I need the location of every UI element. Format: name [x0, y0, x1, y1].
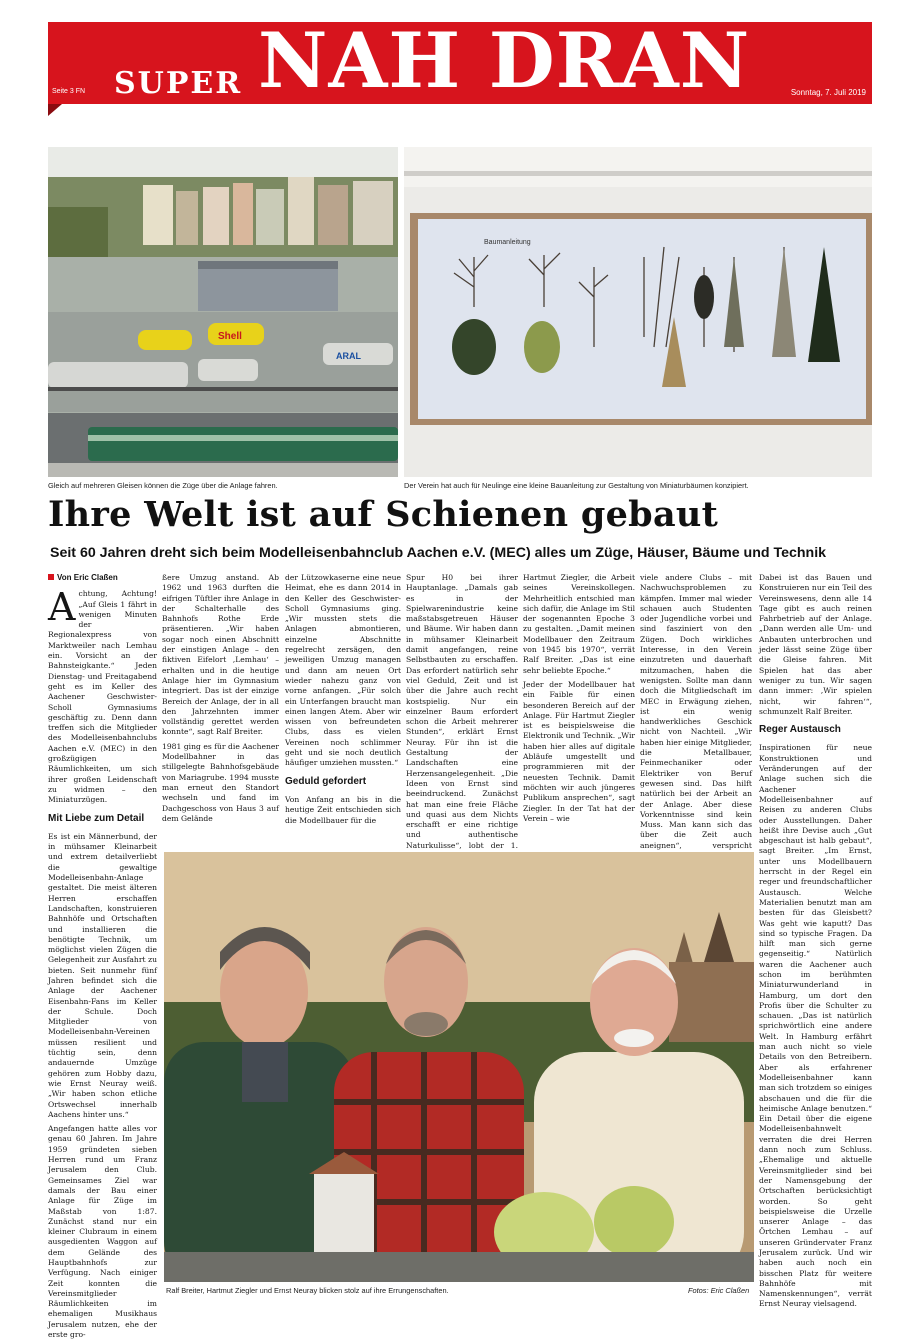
tree-board-illustration	[404, 147, 872, 477]
paragraph: 1981 ging es für die Aachener Modellbahner in das stillgelegte Bahnhofsgebäude von Mariagrube. 1994 musste man erneut den Standort wechseln und fand im Dachgeschoss von Haus 3 auf dem Gelände	[162, 741, 279, 823]
photo-credit: Fotos: Eric Claßen	[688, 1286, 750, 1295]
banner-fold	[48, 104, 62, 116]
masthead-super: SUPER	[114, 66, 243, 101]
byline-text: Von Eric Claßen	[57, 573, 118, 582]
paragraph	[48, 585, 157, 805]
railway-illustration	[48, 147, 398, 477]
photo-railway-layout	[48, 147, 398, 477]
paragraph: ßere Umzug anstand. Ab 1962 und 1963 durften die eifrigen Tüftler ihre Anlage in der Schalterhalle des Bahnhofs Rothe Erde präsentieren. „Wir haben sogar noch einen Abschnitt der einstigen Anlage – den fiktiven Eifelort ‚Lemhau‘ – erhalten und in die heutige Anlage hier im Gymnasium integriert. Das ist der einzige Bereich der Anlage, der in all den Jahrzehnten immer vollständig gerettet werden konnte“, sagt Ralf Breiter.	[162, 573, 279, 737]
text-column-3	[285, 573, 401, 848]
paragraph: viele andere Clubs – mit Nachwuchsproblemen zu kämpfen. Immer mal wieder schauen auch Studenten oder Jugendliche vorbei und sind fasziniert von den Zügen. Doch wirkliches Interesse, in den Verein einzutreten und dauerhaft mitzumachen, haben die wenigsten. Sollte man dann doch die Mitgliedschaft im MEC in Erwägung ziehen, ist ein wenig handwerkliches Geschick nicht von Nachteil. „Wir haben hier einige Mitglieder, die Metallbauer, Feinmechaniker oder Elektriker von Beruf gewesen sind. Das hilft natürlich bei der Arbeit an der Anlage. Aber diese Vorkenntnisse sind kein Muss. Man kann sich das über die Zeit auch aneignen“, verspricht	[640, 573, 752, 850]
text-column-5	[523, 573, 635, 848]
paragraph-text: chtung, Achtung! „Auf Gleis 1 fährt in wenigen Minuten der Regionalexpress von Marktweiler nach Lemhau ein. Vorsicht an der Bahnsteigkante.“ Jeden Dienstag- und Freitagabend geht es im Keller des Aachener Geschwister-Scholl Gymnasiums geschäftig zu. Denn dann treffen sich die Mitglieder des Modelleisenbahnclubs Aachen e.V. (MEC) in den großzügigen Räumlichkeiten, um sich ihrer großen Leidenschaft zu widmen – den Miniaturzügen.	[48, 589, 157, 805]
paragraph: Von Anfang an bis in die heutige Zeit entschieden sich die Modellbauer für die	[285, 794, 401, 825]
text-column-1	[48, 573, 157, 1340]
caption-photo2: Der Verein hat auch für Neulinge eine kleine Bauanleitung zur Gestaltung von Miniaturbäumen konzipiert.	[404, 481, 749, 490]
subheading: Mit Liebe zum Detail	[48, 812, 145, 824]
members-illustration	[164, 852, 754, 1282]
byline-marker	[48, 574, 54, 580]
caption-photo1: Gleich auf mehreren Gleisen können die Züge über die Anlage fahren.	[48, 481, 278, 490]
paragraph: der Lützowkaserne eine neue Heimat, ehe es dann 2014 in den Keller des Geschwister-Scholl Gymnasiums ging. „Wir mussten stets die Anlagen abmontieren, einzelne Abschnitte regelrecht zersägen, den jeweiligen Umzug managen und dann am neuen Ort wieder nahezu ganz von vorne anfangen. „Für solch ein Unterfangen braucht man einen langen Atem. Aber wir wissen von befreundeten Clubs, dass es vielen Vereinen noch schlimmer geht und sie noch deutlich häufiger umziehen mussten.“	[285, 573, 401, 768]
article-subheadline: Seit 60 Jahren dreht sich beim Modelleisenbahnclub Aachen e.V. (MEC) alles um Züge, Häuser, Bäume und Technik	[50, 545, 827, 561]
subheading: Reger Austausch	[759, 724, 841, 736]
issue-date: Sonntag, 7. Juli 2019	[790, 88, 866, 97]
text-column-6	[640, 573, 752, 848]
paragraph: Inspirationen für neue Konstruktionen und Veränderungen auf der Anlage suchen sich die Aachener Modelleisenbahner auf Reisen zu anderen Clubs oder Ausstellungen. Daher heißt ihre Devise auch „Gut abgeschaut ist halb gebaut“, sagt Breiter. „Im Ernst, unter uns Modellbauern herrscht in der Regel ein reger und freundschaftlicher Austausch. Welche Materialien benutzt man am besten für das Gleisbett? Was geht wie kaputt? Das sind so typische Fragen. Da hilft man sich gerne gegenseitig.“ Natürlich waren die Aachener auch schon im berühmten Miniaturwunderland in Hamburg, um dort den Profis über die Schulter zu schauen. „Das ist natürlich sprichwörtlich eine andere Welt. In Hamburg erfährt man auch nicht so viele Details von den Betreibern. Aber als erfahrener Modelleisenbahner kann man sich trotzdem so einiges abschauen und die für die heimische Anlage benutzen.“ Ein Detail über die eigene Modelleisenbahnwelt verraten die drei Herren dann noch zum Schluss. „Ehemalige und aktuelle Vereinsmitglieder sind bei der Namensgebung der Ortschaften berücksichtigt worden. So geht beispielsweise die Urzelle unserer Anlage – das Örtchen Lemhau – auf unseren Gründervater Franz Jerusalem zurück. Und wir haben auch noch ein bisschen Platz für weitere Bahnhöfe mit Namenskennungen“, verrät Ernst Neuray vielsagend.	[759, 743, 872, 1309]
subheading: Geduld gefordert	[285, 775, 367, 787]
text-column-2	[162, 573, 279, 848]
text-column-7	[759, 573, 872, 1308]
masthead-banner	[48, 16, 872, 105]
paragraph: Hartmut Ziegler, die Arbeit seines Vereinskollegen. Mehrheitlich entschied man sich dafür, die Anlage im Stil der sogenannten Epoche 3 zu gestalten. „Damit meinen Modellbauer den Zeitraum von 1945 bis 1970“, verrät Ralf Breiter. „Das ist eine sehr beliebte Epoche.“	[523, 573, 635, 675]
board-title: Baumanleitung	[484, 239, 531, 246]
paragraph: Spur H0 bei ihrer Hauptanlage. „Damals gab es in der Spielwarenindustrie keine maßstabsgetreuen Häuser und Bäume. Wir haben dann in mühsamer Kleinarbeit damit angefangen, reine Selbstbauten zu erschaffen. Das erfordert natürlich sehr viel Geduld, Zeit und ist über die Jahre auch recht kostspielig. Nur ein einzelner Baum erfordert schon die Arbeit mehrerer Stunden“, erklärt Ernst Neuray. Für ihn ist die Gestaltung der Landschaften eine Herzensangelegenheit. „Die Ideen von Ernst sind beeindruckend. Zunächst hat man eine freie Fläche und quasi aus dem Nichts erschafft er eine richtige und authentische Naturkulisse“, lobt der 1.	[406, 573, 518, 850]
drop-cap: A	[48, 585, 76, 630]
byline	[48, 573, 157, 583]
paragraph: Dabei ist das Bauen und Konstruieren nur ein Teil des Vereinswesens, denn alle 14 Tage gibt es auch reinen Fahrbetrieb auf der Anlage. „Dann werden alle Um- und Anbauten unterbrochen und jeder lässt seine Züge über die Gleise fahren. Mit Spielen hat das aber weniger zu tun. Wir sagen dann immer: ‚Wir spielen nicht, wir fahren‘“, schmunzelt Ralf Breiter.	[759, 573, 872, 716]
photo-club-members	[164, 852, 754, 1282]
caption-photo3: Ralf Breiter, Hartmut Ziegler und Ernst Neuray blicken stolz auf ihre Errungenschaften.	[166, 1286, 449, 1295]
photo-tree-guide	[404, 147, 872, 477]
text-column-4	[406, 573, 518, 848]
article-headline: Ihre Welt ist auf Schienen gebaut	[48, 494, 719, 535]
paragraph: Jeder der Modellbauer hat ein Faible für einen besonderen Bereich auf der Anlage. Für Hartmut Ziegler ist es beispielsweise die Elektronik und Technik. „Wir haben hier alles auf digitale Abläufe umgestellt und programmieren mit der neuesten Technik. Damit möchten wir auch jüngeres Publikum ansprechen“, sagt Ziegler. In der Tat hat der Verein – wie	[523, 679, 635, 823]
masthead-title: NAH DRAN	[258, 16, 751, 105]
paragraph: Es ist ein Männerbund, der in mühsamer Kleinarbeit und extrem detailverliebt die gewaltige Modelleisenbahn-Anlage gestaltet. Die meist älteren Herren erschaffen Landschaften, konstruieren Bahnhöfe und Ortschaften und installieren die benötigte Technik, um möglichst vielen Zügen die Gelegenheit zur Ausfahrt zu bieten. Seit nunmehr fünf Jahren befindet sich die Anlage der Aachener Eisenbahn-Fans im Keller der Schule. Doch Mitglieder von Modelleisenbahn-Vereinen müssen resilient und tüchtig sein, denn andauernde Umzüge gehören zum Hobby dazu, wie Ernst Neuray weiß. „Wir haben schon etliche Ortswechsel innerhalb Aachens hinter uns.“	[48, 831, 157, 1119]
page-number: Seite 3 FN	[52, 88, 86, 95]
shell-sign: Shell	[218, 331, 242, 342]
aral-sign: ARAL	[336, 351, 361, 361]
paragraph: Angefangen hatte alles vor genau 60 Jahren. Im Jahre 1959 gründeten sieben Herren rund um Franz Jerusalem den Club. Gemeinsames Ziel war damals der Bau einer Anlage für Züge im Maßstab von 1:87. Zunächst stand nur ein kleiner Clubraum in einem ausgedienten Waggon auf dem Gelände des Hauptbahnhofs zur Verfügung. Nach einiger Zeit konnten die Vereinsmitglieder Räumlichkeiten im ehemaligen Musikhaus Jerusalem nutzen, ehe der erste gro-	[48, 1124, 157, 1340]
